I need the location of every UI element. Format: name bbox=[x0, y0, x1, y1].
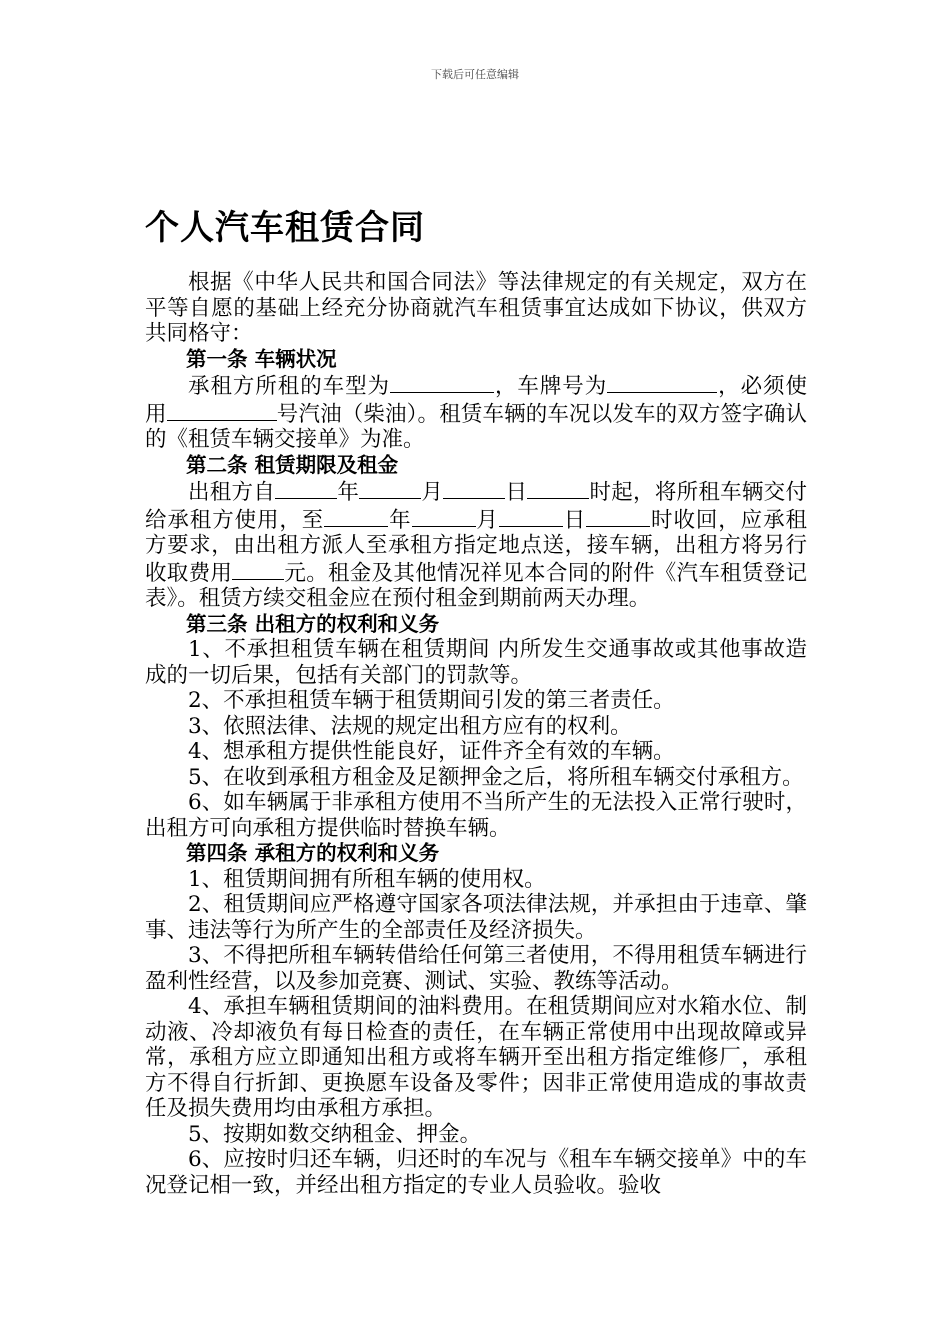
blank-delivery-fee[interactable] bbox=[232, 559, 284, 580]
article-3-item: 5、在收到承租方租金及足额押金之后，将所租车辆交付承租方。 bbox=[188, 764, 804, 790]
article-3-item: 6、如车辆属于非承租方使用不当所产生的无法投入正常行驶时，出租方可向承租方提供临时替换车辆。 bbox=[145, 790, 807, 841]
document-body bbox=[145, 270, 807, 1198]
article-3-item: 1、不承担租赁车辆在租赁期间 内所发生交通事故或其他事故造成的一切后果，包括有关部门的罚款等。 bbox=[145, 637, 807, 688]
blank-end-day[interactable] bbox=[499, 506, 563, 527]
document-title: 个人汽车租赁合同 bbox=[145, 208, 425, 248]
article-4-item: 5、按期如数交纳租金、押金。 bbox=[188, 1121, 482, 1147]
article-3-item: 3、依照法律、法规的规定出租方应有的权利。 bbox=[188, 713, 632, 739]
article-4-item: 3、不得把所租车辆转借给任何第三者使用，不得用租赁车辆进行盈利性经营，以及参加竞赛、测试、实验、教练等活动。 bbox=[145, 943, 807, 994]
article-2-heading: 第二条 租赁期限及租金 bbox=[186, 452, 399, 477]
article-4-item: 6、应按时归还车辆，归还时的车况与《租车车辆交接单》中的车况登记相一致，并经出租方指定的专业人员验收。验收 bbox=[145, 1147, 807, 1198]
article-1-heading: 第一条 车辆状况 bbox=[186, 346, 337, 371]
article-3-item: 2、不承担租赁车辆于租赁期间引发的第三者责任。 bbox=[188, 688, 675, 713]
blank-start-month[interactable] bbox=[359, 478, 421, 499]
header-note: 下载后可任意编辑 bbox=[431, 68, 519, 81]
blank-end-hour[interactable] bbox=[586, 506, 650, 527]
blank-start-day[interactable] bbox=[443, 478, 505, 499]
article-2-text: 出租方自 年 月 日 时起，将所租车辆交付给承租方使用，至 年 月 日 时收回，应承租方要求，由出租方派人至承租方指定地点送，接车辆，出租方将另行收取费用 元。租金及其他情况祥见本合同的附件《汽车租赁登记表》。租赁方续交租金应在预付租金到期前两天办理。 bbox=[145, 480, 807, 611]
blank-plate-number[interactable] bbox=[607, 372, 717, 393]
blank-car-model[interactable] bbox=[390, 372, 494, 393]
article-4-item: 1、租赁期间拥有所租车辆的使用权。 bbox=[188, 866, 546, 892]
blank-start-hour[interactable] bbox=[527, 478, 589, 499]
article-4-heading: 第四条 承租方的权利和义务 bbox=[186, 841, 440, 865]
preamble: 根据《中华人民共和国合同法》等法律规定的有关规定，双方在平等自愿的基础上经充分协商就汽车租赁事宜达成如下协议，供双方共同格守： bbox=[145, 270, 807, 346]
blank-end-year[interactable] bbox=[324, 506, 388, 527]
article-4-item: 2、租赁期间应严格遵守国家各项法律法规，并承担由于违章、肇事、违法等行为所产生的全部责任及经济损失。 bbox=[145, 892, 807, 943]
blank-start-year[interactable] bbox=[275, 478, 337, 499]
article-3-heading: 第三条 出租方的权利和义务 bbox=[186, 611, 440, 636]
article-3-item: 4、想承租方提供性能良好，证件齐全有效的车辆。 bbox=[188, 739, 675, 764]
blank-fuel-grade[interactable] bbox=[167, 400, 277, 421]
article-1-text: 承租方所租的车型为 ，车牌号为 ，必须使用 号汽油（柴油）。租赁车辆的车况以发车的双方签字确认的《租赁车辆交接单》为准。 bbox=[145, 374, 807, 452]
article-4-item: 4、承担车辆租赁期间的油料费用。在租赁期间应对水箱水位、制动液、冷却液负有每日检查的责任，在车辆正常使用中出现故障或异常，承租方应立即通知出租方或将车辆开至出租方指定维修厂，承租方不得自行折卸、更换愿车设备及零件；因非正常使用造成的事故责任及损失费用均由承租方承担。 bbox=[145, 994, 807, 1121]
blank-end-month[interactable] bbox=[412, 506, 476, 527]
